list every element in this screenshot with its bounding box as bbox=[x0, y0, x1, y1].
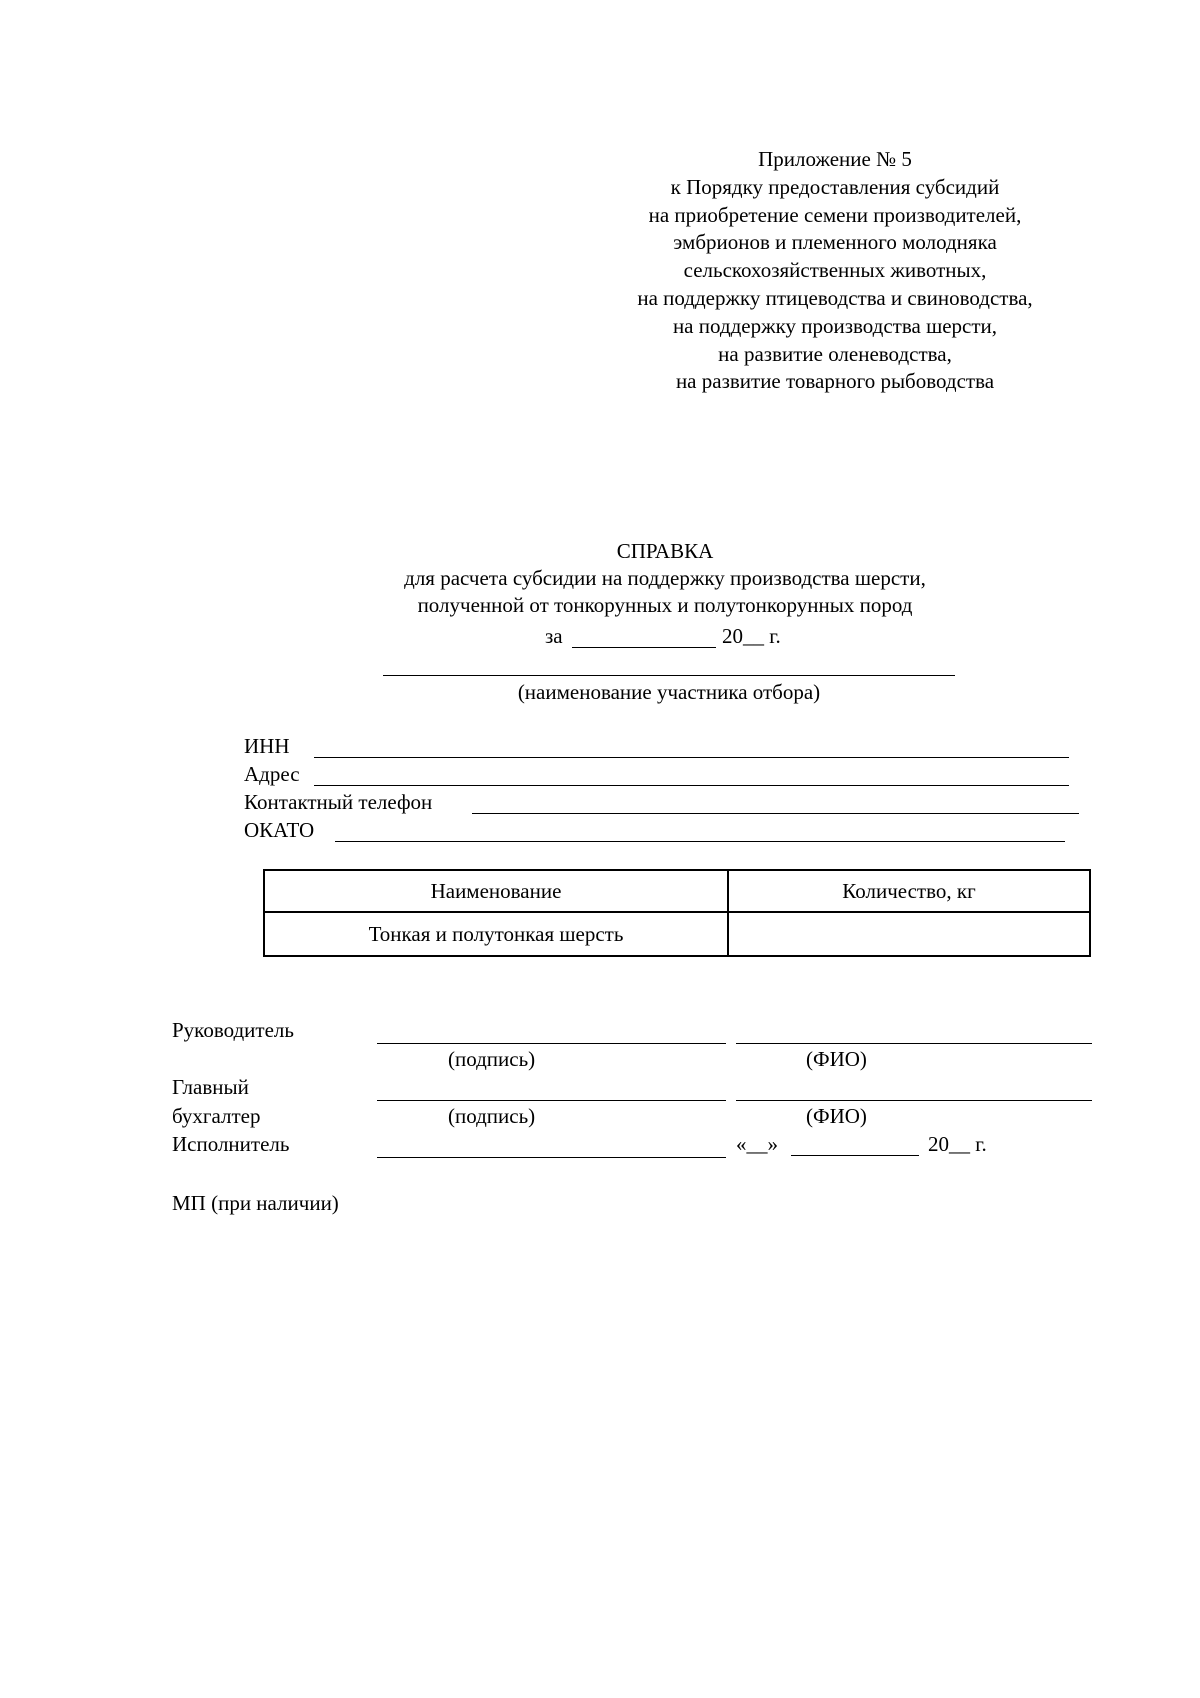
document-subtitle-line-1: для расчета субсидии на поддержку производства шерсти, bbox=[404, 566, 926, 590]
executor-signature-field[interactable] bbox=[377, 1157, 726, 1158]
column-header-quantity: Количество, кг bbox=[728, 870, 1090, 912]
head-name-field[interactable] bbox=[736, 1043, 1092, 1044]
chief-signature-field[interactable] bbox=[377, 1100, 726, 1101]
document-title: СПРАВКА bbox=[616, 539, 714, 563]
chief-signature-caption: (подпись) bbox=[448, 1104, 536, 1128]
appendix-line: на развитие оленеводства, bbox=[718, 341, 952, 366]
wool-table bbox=[263, 869, 1091, 957]
head-name-caption: (ФИО) bbox=[806, 1047, 867, 1071]
period-blank[interactable] bbox=[572, 647, 716, 648]
appendix-line: Приложение № 5 bbox=[758, 147, 912, 171]
chief-name-caption: (ФИО) bbox=[806, 1104, 867, 1128]
date-year: 20__ г. bbox=[928, 1132, 987, 1156]
appendix-line: к Порядку предоставления субсидий bbox=[670, 174, 1000, 199]
phone-field[interactable] bbox=[472, 813, 1079, 814]
row-quantity-cell[interactable] bbox=[728, 912, 1090, 956]
appendix-line: сельскохозяйственных животных, bbox=[683, 258, 987, 283]
date-month-field[interactable] bbox=[791, 1155, 919, 1156]
chief-name-field[interactable] bbox=[736, 1100, 1092, 1101]
okato-field[interactable] bbox=[335, 841, 1065, 842]
stamp-label: МП (при наличии) bbox=[172, 1191, 339, 1215]
appendix-line: на поддержку производства шерсти, bbox=[672, 313, 998, 338]
document-subtitle-line-2: полученной от тонкорунных и полутонкорунных пород bbox=[417, 593, 913, 617]
appendix-line: на приобретение семени производителей, bbox=[648, 202, 1022, 227]
chief-accountant-label-2: бухгалтер bbox=[172, 1104, 261, 1128]
inn-label: ИНН bbox=[244, 734, 290, 758]
document-title-block bbox=[350, 538, 980, 619]
table-header-row bbox=[264, 870, 1090, 912]
table-row bbox=[264, 912, 1090, 956]
head-label: Руководитель bbox=[172, 1018, 294, 1042]
period-prefix: за bbox=[545, 624, 563, 648]
phone-label: Контактный телефон bbox=[244, 790, 433, 814]
head-signature-caption: (подпись) bbox=[448, 1047, 536, 1071]
participant-caption: (наименование участника отбора) bbox=[517, 680, 821, 704]
appendix-line: на поддержку птицеводства и свиноводства, bbox=[637, 285, 1033, 310]
okato-label: ОКАТО bbox=[244, 818, 315, 842]
appendix-line: на развитие товарного рыбоводства bbox=[675, 369, 995, 394]
address-label: Адрес bbox=[244, 762, 300, 786]
head-signature-field[interactable] bbox=[377, 1043, 726, 1044]
address-field[interactable] bbox=[314, 785, 1069, 786]
executor-label: Исполнитель bbox=[172, 1132, 290, 1156]
period-year: 20__ г. bbox=[722, 624, 781, 648]
date-day: «__» bbox=[736, 1132, 778, 1156]
appendix-header bbox=[600, 146, 1070, 396]
row-name-cell: Тонкая и полутонкая шерсть bbox=[264, 912, 728, 956]
column-header-name: Наименование bbox=[264, 870, 728, 912]
participant-name-field[interactable] bbox=[383, 675, 955, 676]
inn-field[interactable] bbox=[314, 757, 1069, 758]
chief-accountant-label-1: Главный bbox=[172, 1075, 249, 1099]
appendix-line: эмбрионов и племенного молодняка bbox=[673, 230, 997, 255]
